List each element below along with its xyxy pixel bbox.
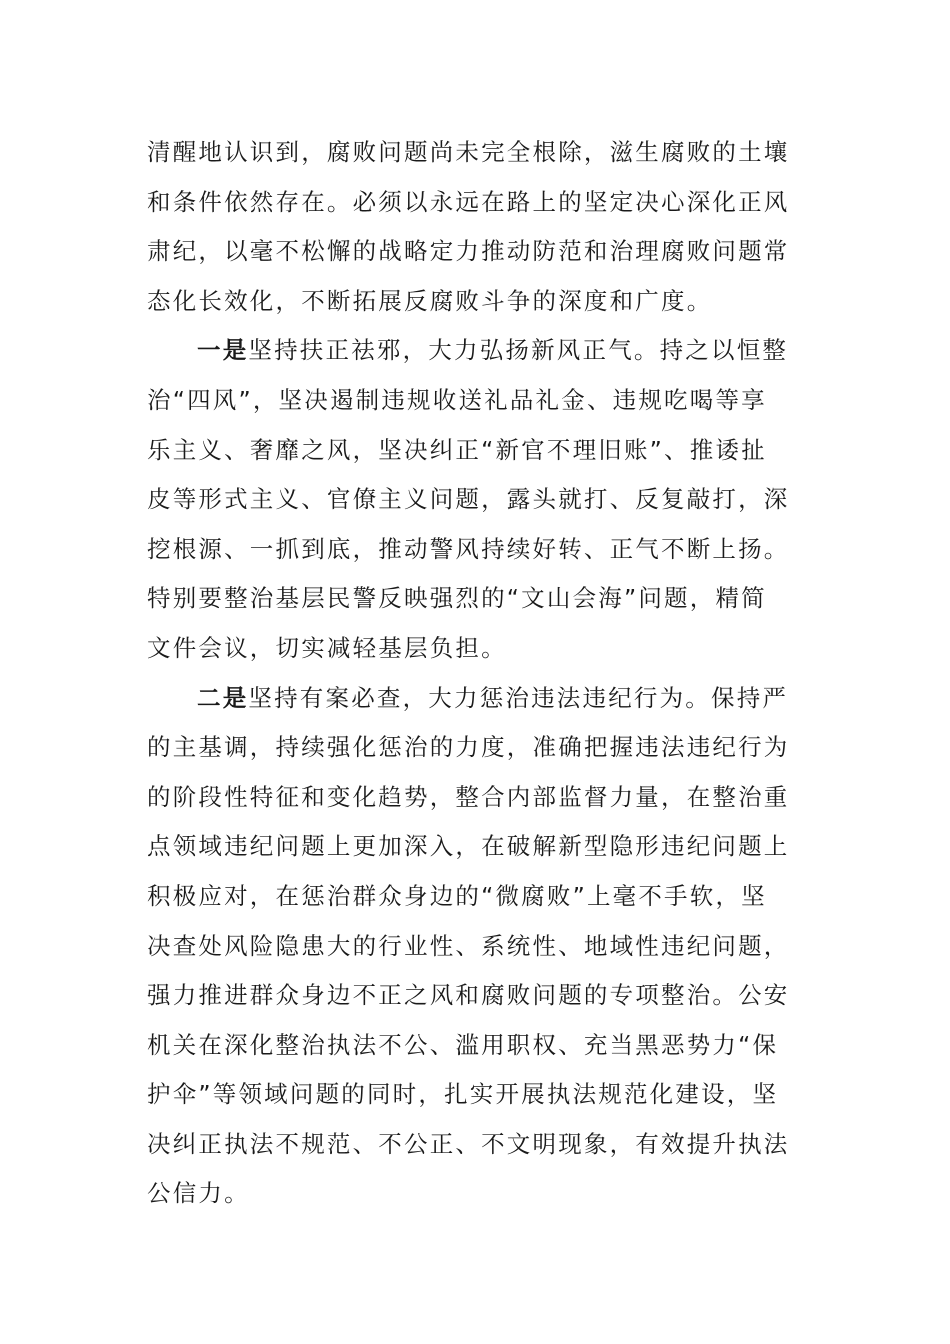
text-line: 态化长效化，不断拓展反腐败斗争的深度和广度。 [147, 286, 713, 315]
text-line: 的主基调，持续强化惩治的力度，准确把握违法违纪行为 [147, 733, 790, 762]
paragraph-3 [147, 674, 807, 1220]
text-line: 点领域违纪问题上更加深入，在破解新型隐形违纪问题上 [147, 832, 790, 861]
text-line: 护伞”等领域问题的同时，扎实开展执法规范化建设，坚 [147, 1080, 779, 1109]
document-body [147, 128, 807, 1219]
text-line: 特别要整治基层民警反映强烈的“文山会海”问题，精简 [147, 584, 767, 613]
text-line: 决纠正执法不规范、不公正、不文明现象，有效提升执法 [147, 1129, 790, 1158]
paragraph-lead: 一是 [197, 336, 249, 365]
paragraph-first-rest: 坚持扶正祛邪，大力弘扬新风正气。持之以恒整 [248, 336, 789, 365]
text-line: 皮等形式主义、官僚主义问题，露头就打、反复敲打，深 [147, 485, 790, 514]
text-line: 挖根源、一抓到底，推动警风持续好转、正气不断上扬。 [147, 534, 790, 563]
text-line: 积极应对，在惩治群众身边的“微腐败”上毫不手软，坚 [147, 881, 767, 910]
paragraph-lead: 二是 [197, 683, 249, 712]
text-line: 强力推进群众身边不正之风和腐败问题的专项整治。公安 [147, 981, 790, 1010]
text-line: 肃纪，以毫不松懈的战略定力推动防范和治理腐败问题常 [147, 237, 790, 266]
text-line: 治“四风”，坚决遏制违规收送礼品礼金、违规吃喝等享 [147, 385, 767, 414]
paragraph-first-rest: 坚持有案必查，大力惩治违法违纪行为。保持严 [248, 683, 789, 712]
text-line-first [147, 674, 807, 724]
text-line: 和条件依然存在。必须以永远在路上的坚定决心深化正风 [147, 187, 790, 216]
paragraph-2 [147, 326, 807, 673]
text-line: 乐主义、奢靡之风，坚决纠正“新官不理旧账”、推诿扯 [147, 435, 767, 464]
text-line: 机关在深化整治执法不公、滥用职权、充当黑恶势力“保 [147, 1030, 779, 1059]
text-line: 的阶段性特征和变化趋势，整合内部监督力量，在整治重 [147, 782, 790, 811]
text-line: 清醒地认识到，腐败问题尚未完全根除，滋生腐败的土壤 [147, 138, 790, 166]
paragraph-1 [147, 128, 807, 326]
text-line: 公信力。 [147, 1179, 250, 1208]
text-line: 决查处风险隐患大的行业性、系统性、地域性违纪问题， [147, 931, 790, 960]
text-line-first [147, 326, 807, 376]
text-line: 文件会议，切实减轻基层负担。 [147, 633, 507, 662]
